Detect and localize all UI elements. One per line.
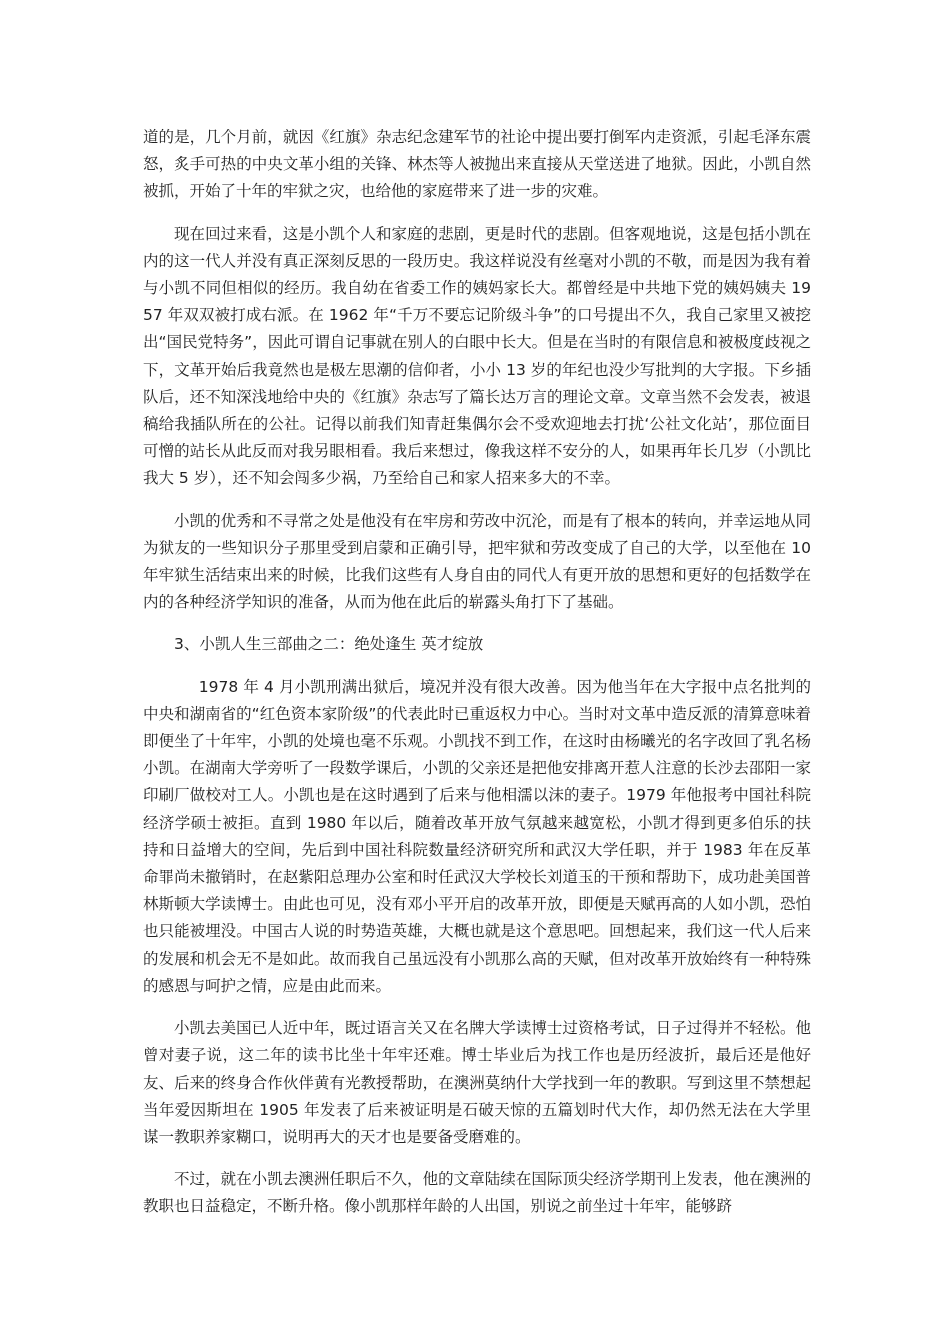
section-heading: 3、小凯人生三部曲之二：绝处逢生 英才绽放	[174, 635, 484, 654]
document-page	[143, 124, 811, 1236]
paragraph-america: 小凯去美国已人近中年，既过语言关又在名牌大学读博士过资格考试，日子过得并不轻松。他曾对妻子说，这二年的读书比坐十年牢还难。博士毕业后为找工作也是历经波折，最后还是他好友、后来的终身合作伙伴黄有光教授帮助，在澳洲莫纳什大学找到一年的教职。写到这里不禁想起当年爱因斯坦在 1905 年发表了后来被证明是石破天惊的五篇划时代大作，却仍然无法在大学里谋一教职养家糊口，说明再大的天才也是要备受磨难的。	[143, 1019, 811, 1146]
paragraph-australia: 不过，就在小凯去澳洲任职后不久，他的文章陆续在国际顶尖经济学期刊上发表，他在澳洲的教职也日益稳定，不断升格。像小凯那样年龄的人出国，别说之前坐过十年牢，能够跻	[143, 1170, 811, 1216]
paragraph-continued: 道的是，几个月前，就因《红旗》杂志纪念建军节的社论中提出要打倒军内走资派，引起毛泽东震怒，炙手可热的中央文革小组的关锋、林杰等人被抛出来直接从天堂送进了地狱。因此，小凯自然被抓，开始了十年的牢狱之灾，也给他的家庭带来了进一步的灾难。	[143, 128, 811, 201]
paragraph-after-release: 1978 年 4 月小凯刑满出狱后，境况并没有很大改善。因为他当年在大字报中点名批判的中央和湖南省的“红色资本家阶级”的代表此时已重返权力中心。当时对文革中造反派的清算意味着即便坐了十年牢，小凯的处境也毫不乐观。小凯找不到工作，在这时由杨曦光的名字改回了乳名杨小凯。在湖南大学旁听了一段数学课后，小凯的父亲还是把他安排离开惹人注意的长沙去邵阳一家印刷厂做校对工人。小凯也是在这时遇到了后来与他相濡以沫的妻子。1979 年他报考中国社科院经济学硕士被拒。直到 1980 年以后，随着改革开放气氛越来越宽松，小凯才得到更多伯乐的扶持和日益增大的空间，先后到中国社科院数量经济研究所和武汉大学任职，并于 1983 年在反革命罪尚未撤销时，在赵紫阳总理办公室和时任武汉大学校长刘道玉的干预和帮助下，成功赴美国普林斯顿大学读博士。由此也可见，没有邓小平开启的改革开放，即便是天赋再高的人如小凯，恐怕也只能被埋没。中国古人说的时势造英雄，大概也就是这个意思吧。回想起来，我们这一代人后来的发展和机会无不是如此。故而我自己虽远没有小凯那么高的天赋，但对改革开放始终有一种特殊的感恩与呵护之情，应是由此而来。	[143, 677, 811, 995]
paragraph-prison-transformation: 小凯的优秀和不寻常之处是他没有在牢房和劳改中沉沦，而是有了根本的转向，并幸运地从同为狱友的一些知识分子那里受到启蒙和正确引导，把牢狱和劳改变成了自己的大学，以至他在 10 年牢狱生活结束出来的时候，比我们这些有人身自由的同代人有更开放的思想和更好的包括数学在内的各种经济学知识的准备，从而为他在此后的崭露头角打下了基础。	[143, 511, 811, 612]
paragraph-reflection: 现在回过来看，这是小凯个人和家庭的悲剧，更是时代的悲剧。但客观地说，这是包括小凯在内的这一代人并没有真正深刻反思的一段历史。我这样说没有丝毫对小凯的不敬，而是因为我有着与小凯不同但相似的经历。我自幼在省委工作的姨妈家长大。都曾经是中共地下党的姨妈姨夫 1957 年双双被打成右派。在 1962 年“千万不要忘记阶级斗争”的口号提出不久，我自己家里又被挖出“国民党特务”，因此可谓自记事就在别人的白眼中长大。但是在当时的有限信息和被极度歧视之下，文革开始后我竟然也是极左思潮的信仰者，小小 13 岁的年纪也没少写批判的大字报。下乡插队后，还不知深浅地给中央的《红旗》杂志写了篇长达万言的理论文章。文章当然不会发表，被退稿给我插队所在的公社。记得以前我们知青赶集偶尔会不受欢迎地去打扰‘公社文化站’，那位面目可憎的站长从此反而对我另眼相看。我后来想过，像我这样不安分的人，如果再年长几岁（小凯比我大 5 岁），还不知会闯多少祸，乃至给自己和家人招来多大的不幸。	[143, 224, 811, 488]
